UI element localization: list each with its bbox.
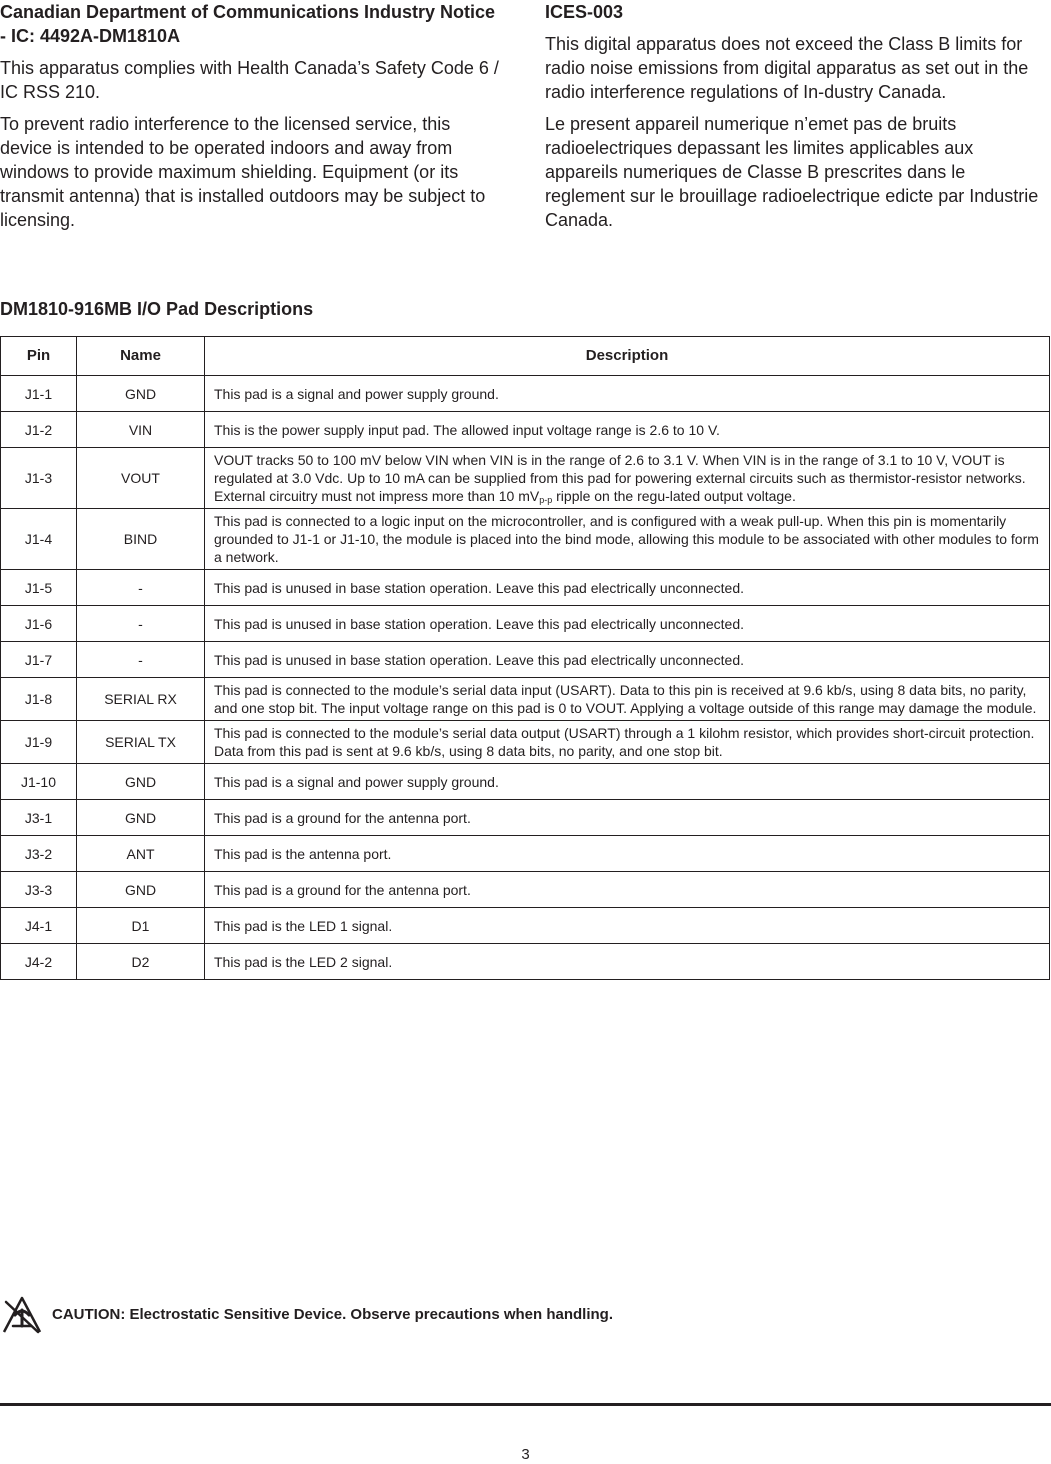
ic-notice-paragraph: This apparatus complies with Health Canada’s Safety Code 6 / IC RSS 210. — [0, 58, 499, 102]
ices-paragraph-french: Le present appareil numerique n’emet pas de bruits radioelectriques depassant les limites applicables aux appareils numeriques de Classe B prescrites dans le reglement sur le brouillage radioelectrique edicte par Industrie Canada. — [545, 114, 1039, 230]
ic-notice-column — [0, 0, 505, 232]
table-row — [1, 570, 1050, 606]
name-cell: SERIAL RX — [77, 678, 205, 721]
pin-cell: J1-1 — [1, 376, 77, 412]
pin-cell: J3-1 — [1, 800, 77, 836]
name-cell: D2 — [77, 944, 205, 980]
description-cell: This pad is unused in base station operation. Leave this pad electrically unconnected. — [205, 642, 1050, 678]
pin-cell: J1-10 — [1, 764, 77, 800]
name-cell: - — [77, 606, 205, 642]
description-column-header: Description — [205, 337, 1050, 376]
pin-cell: J4-2 — [1, 944, 77, 980]
description-cell: This pad is the antenna port. — [205, 836, 1050, 872]
caution-text: CAUTION: Electrostatic Sensitive Device. Observe precautions when handling. — [52, 1305, 613, 1323]
description-cell: This pad is the LED 1 signal. — [205, 908, 1050, 944]
table-row — [1, 800, 1050, 836]
ic-notice-heading: Canadian Department of Communications Industry Notice - IC: 4492A-DM1810A — [0, 2, 496, 46]
name-cell: - — [77, 570, 205, 606]
description-cell: This pad is connected to a logic input on the microcontroller, and is configured with a weak pull-up. When this pin is momentarily grounded to J1-1 or J1-10, the module is placed into the bind mode, allowing this module to be associated with other modules to form a network. — [205, 509, 1050, 570]
description-cell: This pad is a ground for the antenna port. — [205, 872, 1050, 908]
esd-caution-notice — [0, 1292, 1000, 1336]
name-cell: GND — [77, 800, 205, 836]
footer-rule — [0, 1403, 1051, 1406]
pin-cell: J3-3 — [1, 872, 77, 908]
name-column-header: Name — [77, 337, 205, 376]
pin-cell: J1-5 — [1, 570, 77, 606]
table-row — [1, 908, 1050, 944]
description-cell: This pad is a signal and power supply ground. — [205, 764, 1050, 800]
description-cell: This pad is the LED 2 signal. — [205, 944, 1050, 980]
pin-cell: J1-6 — [1, 606, 77, 642]
name-cell: D1 — [77, 908, 205, 944]
esd-sensitive-icon — [0, 1292, 44, 1336]
pad-table-title: DM1810-916MB I/O Pad Descriptions — [0, 299, 314, 319]
pin-cell: J1-3 — [1, 448, 77, 509]
table-row — [1, 376, 1050, 412]
table-row — [1, 642, 1050, 678]
table-header-row — [1, 337, 1050, 376]
pin-cell: J1-7 — [1, 642, 77, 678]
name-cell: GND — [77, 376, 205, 412]
ices-heading: ICES-003 — [545, 2, 624, 22]
pin-cell: J1-2 — [1, 412, 77, 448]
table-row — [1, 764, 1050, 800]
ices-paragraph-english: This digital apparatus does not exceed the Class B limits for radio noise emissions from digital apparatus as set out in the radio interference regulations of In-dustry Canada. — [545, 34, 1029, 102]
description-cell: This pad is a ground for the antenna port. — [205, 800, 1050, 836]
description-cell — [205, 448, 1050, 509]
table-row — [1, 944, 1050, 980]
table-row — [1, 872, 1050, 908]
name-cell: VIN — [77, 412, 205, 448]
name-cell: - — [77, 642, 205, 678]
pin-cell: J3-2 — [1, 836, 77, 872]
table-row — [1, 836, 1050, 872]
description-cell: This pad is unused in base station operation. Leave this pad electrically unconnected. — [205, 570, 1050, 606]
pin-cell: J1-4 — [1, 509, 77, 570]
pin-cell: J4-1 — [1, 908, 77, 944]
name-cell: ANT — [77, 836, 205, 872]
table-row — [1, 606, 1050, 642]
description-text-tail: ripple on the regu-lated output voltage. — [552, 488, 796, 504]
ic-notice-paragraph: To prevent radio interference to the licensed service, this device is intended to be operated indoors and away from windows to provide maximum shielding. Equipment (or its transmit antenna) that is installed outdoors may be subject to licensing. — [0, 114, 486, 230]
page-number: 3 — [521, 1446, 530, 1463]
pin-cell: J1-8 — [1, 678, 77, 721]
description-cell: This pad is connected to the module’s serial data output (USART) through a 1 kilohm resistor, which provides short-circuit protection. Data from this pad is sent at 9.6 kb/s, using 8 data bits, no parity, and one stop bit. — [205, 721, 1050, 764]
description-subscript: p-p — [539, 495, 553, 505]
name-cell: SERIAL TX — [77, 721, 205, 764]
table-row — [1, 448, 1050, 509]
table-row — [1, 412, 1050, 448]
name-cell: GND — [77, 872, 205, 908]
pad-descriptions-table — [0, 336, 1050, 980]
description-cell: This is the power supply input pad. The allowed input voltage range is 2.6 to 10 V. — [205, 412, 1050, 448]
table-row — [1, 509, 1050, 570]
name-cell: VOUT — [77, 448, 205, 509]
ices-column — [545, 0, 1045, 232]
pin-column-header: Pin — [1, 337, 77, 376]
pin-cell: J1-9 — [1, 721, 77, 764]
table-row — [1, 721, 1050, 764]
name-cell: GND — [77, 764, 205, 800]
description-cell: This pad is connected to the module’s serial data input (USART). Data to this pin is received at 9.6 kb/s, using 8 data bits, no parity, and one stop bit. The input voltage range on this pad is 0 to VOUT. Applying a voltage outside of this range may damage the module. — [205, 678, 1050, 721]
name-cell: BIND — [77, 509, 205, 570]
table-row — [1, 678, 1050, 721]
description-cell: This pad is unused in base station operation. Leave this pad electrically unconnected. — [205, 606, 1050, 642]
description-cell: This pad is a signal and power supply ground. — [205, 376, 1050, 412]
description-text: VOUT tracks 50 to 100 mV below VIN when VIN is in the range of 2.6 to 3.1 V. When VIN is in the range of 3.1 to 10 V, VOUT is regulated at 3.0 Vdc. Up to 10 mA can be supplied from this pad for powering external circuits such as thermistor-resistor networks. External circuitry must not impress more than 10 mV — [214, 452, 1026, 504]
